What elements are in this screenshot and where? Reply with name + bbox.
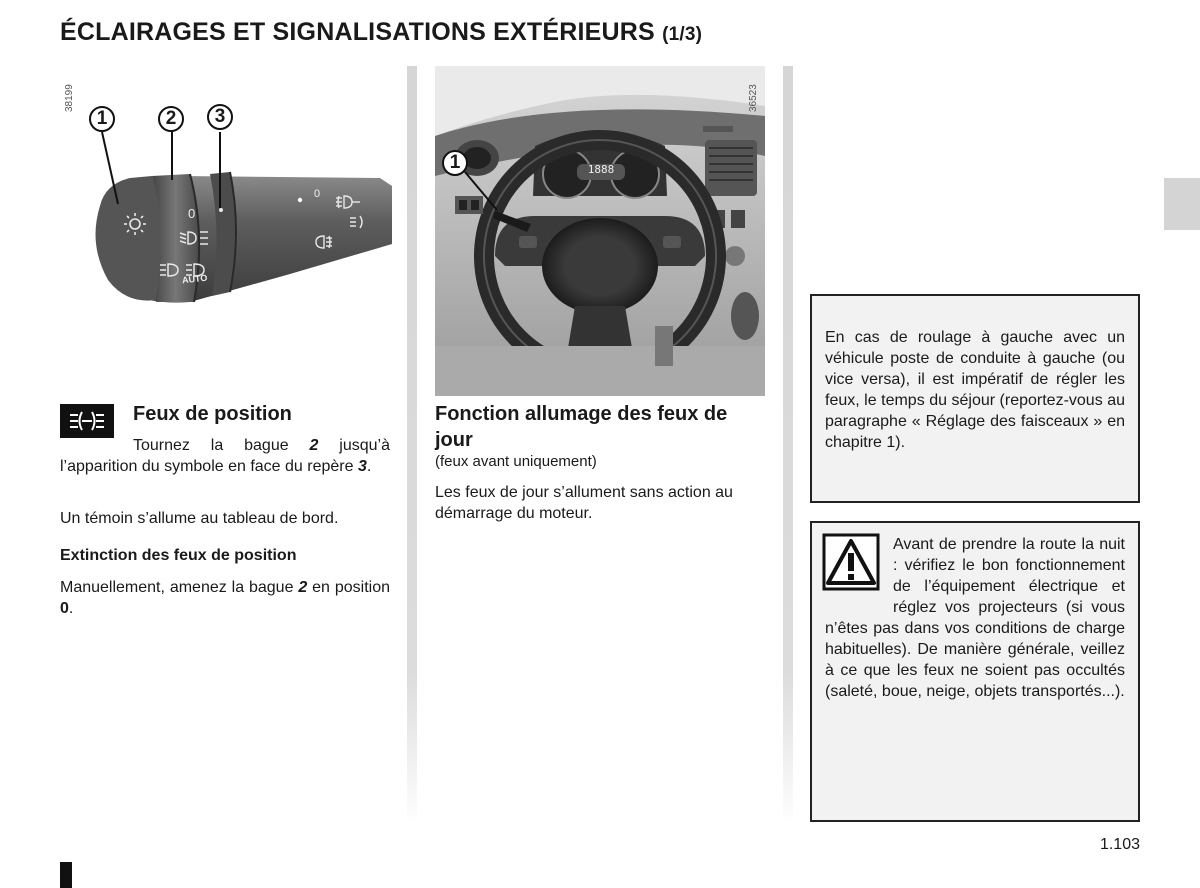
column-divider-left: [407, 66, 417, 826]
lighting-stalk-illustration: [60, 66, 400, 326]
section-heading-daytime-lights: Fonction allumage des feux de jour: [435, 403, 728, 451]
stalk-zero-label: 0: [188, 206, 196, 221]
daytime-lights-paragraph: Les feux de jour s’allument sans action au démarrage du moteur.: [435, 484, 733, 522]
warning-box-text: Avant de prendre la route la nuit : vérifiez le bon fonctionnement de l’équipement électrique et réglez vos projecteurs (si vous n’êtes pas dans vos conditions de charge habituelles). De manière générale, veillez à ce que les feux ne soient pas occultés (saleté, boue, neige, objets transportés...).: [825, 536, 1125, 700]
info-box: [810, 294, 1140, 503]
title-text: ÉCLAIRAGES ET SIGNALISATIONS EXTÉRIEURS: [60, 18, 655, 46]
warning-light-paragraph: Un témoin s’allume au tableau de bord.: [60, 510, 339, 527]
stalk-auto-label: AUTO: [181, 272, 208, 286]
stalk-figure: [60, 66, 400, 326]
position-lights-paragraph: Tournez la bague 2 jusqu’à l’apparition du symbole en face du repère 3.: [60, 437, 390, 475]
stalk-fog-zero-label: 0: [314, 188, 321, 200]
callout-1: 1: [442, 150, 468, 176]
edge-marker: [60, 862, 72, 888]
position-lights-icon: [60, 404, 114, 438]
cluster-display-text: 1888: [587, 163, 615, 176]
section-heading-position-lights: Feux de position: [133, 403, 292, 425]
figure-ref-number: 38199: [64, 84, 75, 112]
callout-2: 2: [158, 106, 184, 132]
callout-1: 1: [89, 106, 115, 132]
info-box-text: En cas de roulage à gauche avec un véhicule poste de conduite à gauche (ou vice versa), il est impératif de régler les feux, le temps du séjour (reportez-vous au paragraphe « Réglage des faisceaux » en chapitre 1).: [825, 329, 1125, 451]
subheading-switching-off: Extinction des feux de position: [60, 547, 297, 564]
switching-off-paragraph: Manuellement, amenez la bague 2 en position 0.: [60, 579, 390, 617]
column-divider-right: [783, 66, 793, 826]
callout-3: 3: [207, 104, 233, 130]
warning-box: [810, 521, 1140, 822]
dashboard-figure: [435, 66, 765, 396]
chapter-edge-tab: [1164, 178, 1200, 230]
page-title: [60, 18, 702, 47]
page-number: 1.103: [1099, 836, 1140, 853]
figure-ref-number: 36523: [748, 84, 759, 112]
daytime-lights-note: (feux avant uniquement): [435, 453, 597, 470]
title-part: (1/3): [662, 24, 703, 45]
dashboard-illustration: [435, 66, 765, 396]
